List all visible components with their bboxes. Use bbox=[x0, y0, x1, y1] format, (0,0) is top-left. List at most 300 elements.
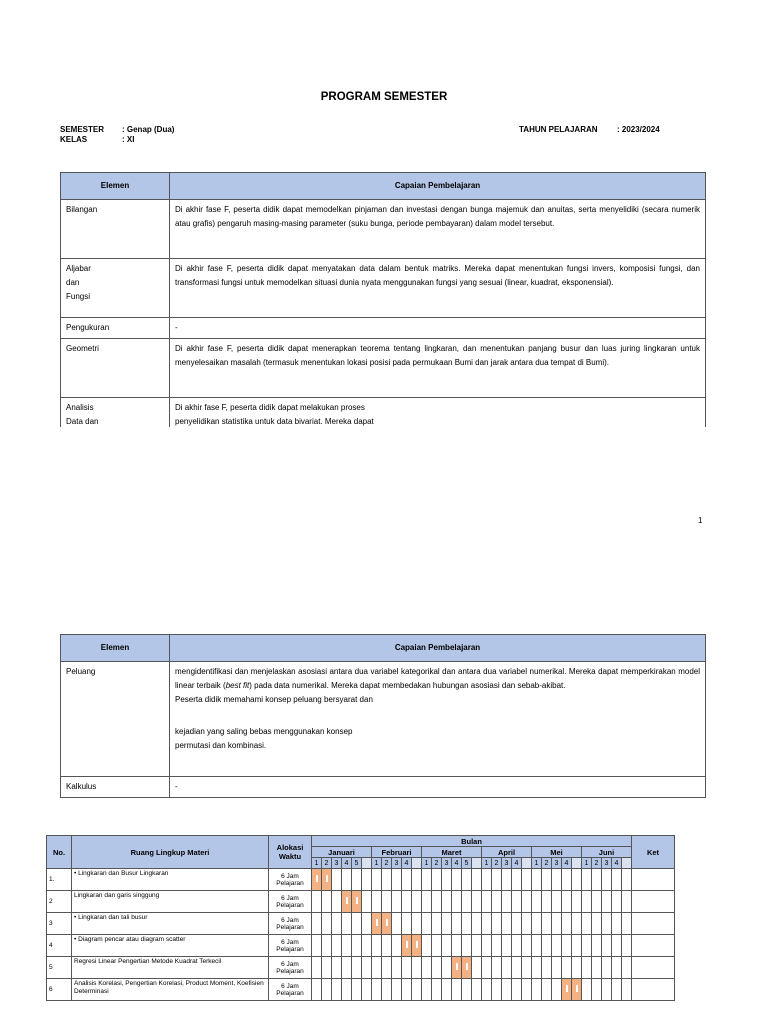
cp-cell: Di akhir fase F, peserta didik dapat menyatakan data dalam bentuk matriks. Mereka dapat menentukan fungsi invers, komposisi fungsi, dan transformasi fungsi untuk memodelkan situasi dunia nyata menggunakan fungsi yang sesuai (linear, kuadrat, eksponensial). bbox=[170, 259, 706, 318]
week-cell bbox=[332, 913, 342, 935]
row-materi: Regresi Linear Pengertian Metode Kuadrat Terkecil bbox=[72, 957, 269, 979]
row-alokasi: 6 Jam Pelajaran bbox=[269, 935, 312, 957]
row-no: 6 bbox=[47, 979, 72, 1001]
week-cell bbox=[472, 935, 482, 957]
week-cell bbox=[512, 869, 522, 891]
cp-table-1 bbox=[60, 172, 706, 427]
week-cell bbox=[372, 979, 382, 1001]
week-cell bbox=[522, 869, 532, 891]
week-cell bbox=[312, 913, 322, 935]
week-cell bbox=[342, 935, 352, 957]
cp-cell: - bbox=[170, 318, 706, 339]
week-cell bbox=[392, 869, 402, 891]
week-cell bbox=[522, 957, 532, 979]
kelas-label: KELAS bbox=[60, 135, 88, 144]
week-number: 4 bbox=[402, 858, 412, 869]
week-cell bbox=[542, 913, 552, 935]
row-no: 2 bbox=[47, 891, 72, 913]
week-cell bbox=[362, 935, 372, 957]
week-cell bbox=[412, 891, 422, 913]
week-cell bbox=[422, 935, 432, 957]
week-cell bbox=[482, 979, 492, 1001]
week-cell bbox=[322, 935, 332, 957]
row-no: 1. bbox=[47, 869, 72, 891]
week-cell bbox=[622, 979, 632, 1001]
week-cell bbox=[382, 913, 392, 935]
week-cell bbox=[382, 979, 392, 1001]
week-number: 1 bbox=[482, 858, 492, 869]
row-ket bbox=[632, 869, 675, 891]
week-cell bbox=[322, 913, 332, 935]
week-cell bbox=[532, 869, 542, 891]
week-cell bbox=[372, 913, 382, 935]
week-cell bbox=[332, 869, 342, 891]
week-cell bbox=[362, 869, 372, 891]
week-cell bbox=[312, 935, 322, 957]
week-cell bbox=[482, 869, 492, 891]
week-cell bbox=[432, 869, 442, 891]
week-cell bbox=[562, 913, 572, 935]
tahun-value: : 2023/2024 bbox=[617, 125, 660, 134]
col-elemen: Elemen bbox=[61, 635, 170, 662]
week-cell bbox=[492, 979, 502, 1001]
week-cell bbox=[582, 979, 592, 1001]
week-cell bbox=[532, 957, 542, 979]
week-cell bbox=[562, 891, 572, 913]
row-materi: • Lingkaran dan tali busur bbox=[72, 913, 269, 935]
semester-value: : Genap (Dua) bbox=[122, 125, 175, 134]
week-cell bbox=[522, 913, 532, 935]
row-materi: • Diagram pencar atau diagram scatter bbox=[72, 935, 269, 957]
table-row bbox=[47, 869, 675, 891]
week-cell bbox=[522, 935, 532, 957]
week-cell bbox=[412, 913, 422, 935]
week-cell bbox=[472, 979, 482, 1001]
week-cell bbox=[572, 957, 582, 979]
week-number: 3 bbox=[392, 858, 402, 869]
week-cell bbox=[592, 957, 602, 979]
cp-paragraph: permutasi dan kombinasi. bbox=[175, 741, 267, 750]
month-header: Februari bbox=[372, 847, 422, 858]
week-number: 1 bbox=[582, 858, 592, 869]
week-cell bbox=[502, 957, 512, 979]
week-number: 3 bbox=[332, 858, 342, 869]
cp-cell: Di akhir fase F, peserta didik dapat menerapkan teorema tentang lingkaran, dan menentukan panjang busur dan luas juring lingkaran untuk menyelesaikan masalah (termasuk menentukan lokasi posisi pada permukaan Bumi dan jarak antara dua tempat di Bumi). bbox=[170, 339, 706, 398]
week-number: 2 bbox=[432, 858, 442, 869]
week-cell bbox=[402, 913, 412, 935]
row-alokasi: 6 Jam Pelajaran bbox=[269, 891, 312, 913]
week-cell bbox=[352, 891, 362, 913]
week-cell bbox=[612, 891, 622, 913]
week-number: 4 bbox=[512, 858, 522, 869]
week-number: 3 bbox=[502, 858, 512, 869]
week-cell bbox=[382, 869, 392, 891]
row-alokasi: 6 Jam Pelajaran bbox=[269, 979, 312, 1001]
row-alokasi: 6 Jam Pelajaran bbox=[269, 869, 312, 891]
week-cell bbox=[462, 869, 472, 891]
elemen-cell: Peluang bbox=[61, 662, 170, 777]
week-cell bbox=[592, 913, 602, 935]
table-row bbox=[61, 259, 706, 318]
week-cell bbox=[402, 979, 412, 1001]
cp-cell: Di akhir fase F, peserta didik dapat memodelkan pinjaman dan investasi dengan bunga majemuk dan anuitas, serta menyelidiki (secara numerik atau grafis) pengaruh masing-masing parameter (suku bunga, periode pembayaran) dalam model tersebut. bbox=[170, 200, 706, 259]
week-cell bbox=[452, 957, 462, 979]
cp-table-2 bbox=[60, 634, 706, 798]
week-cell bbox=[422, 891, 432, 913]
week-cell bbox=[342, 957, 352, 979]
week-cell bbox=[452, 891, 462, 913]
week-cell bbox=[602, 957, 612, 979]
meta-right bbox=[519, 125, 660, 135]
row-ket bbox=[632, 957, 675, 979]
cp-table-header bbox=[61, 173, 706, 200]
week-cell bbox=[312, 869, 322, 891]
week-cell bbox=[602, 913, 612, 935]
week-number: 1 bbox=[532, 858, 542, 869]
week-cell bbox=[472, 891, 482, 913]
row-ket bbox=[632, 913, 675, 935]
week-cell bbox=[372, 935, 382, 957]
schedule-header-row bbox=[47, 836, 675, 847]
week-cell bbox=[432, 913, 442, 935]
week-cell bbox=[612, 869, 622, 891]
week-cell bbox=[382, 891, 392, 913]
week-cell bbox=[602, 869, 612, 891]
week-cell bbox=[442, 891, 452, 913]
week-cell bbox=[582, 869, 592, 891]
week-cell bbox=[592, 869, 602, 891]
page-title: PROGRAM SEMESTER bbox=[320, 91, 448, 103]
week-cell bbox=[592, 935, 602, 957]
week-cell bbox=[552, 913, 562, 935]
week-number: 3 bbox=[442, 858, 452, 869]
week-cell bbox=[382, 957, 392, 979]
week-cell bbox=[552, 891, 562, 913]
week-cell bbox=[332, 957, 342, 979]
week-cell bbox=[582, 935, 592, 957]
week-gap bbox=[622, 858, 632, 869]
week-cell bbox=[322, 891, 332, 913]
week-cell bbox=[562, 869, 572, 891]
week-cell bbox=[612, 913, 622, 935]
month-header: Juni bbox=[582, 847, 632, 858]
week-number: 2 bbox=[542, 858, 552, 869]
week-cell bbox=[442, 979, 452, 1001]
row-no: 4 bbox=[47, 935, 72, 957]
week-cell bbox=[392, 935, 402, 957]
month-header: Mei bbox=[532, 847, 582, 858]
week-cell bbox=[322, 869, 332, 891]
week-cell bbox=[542, 935, 552, 957]
week-cell bbox=[492, 913, 502, 935]
table-row bbox=[61, 318, 706, 339]
week-cell bbox=[482, 891, 492, 913]
week-cell bbox=[512, 957, 522, 979]
week-cell bbox=[552, 869, 562, 891]
cp-paragraph bbox=[175, 665, 700, 693]
week-number: 2 bbox=[492, 858, 502, 869]
col-capaian: Capaian Pembelajaran bbox=[170, 173, 706, 200]
week-cell bbox=[432, 891, 442, 913]
week-cell bbox=[542, 979, 552, 1001]
cp-text: ) pada data numerikal. Mereka dapat membedakan hubungan asosiasi dan sebab-akibat. bbox=[249, 681, 566, 690]
week-cell bbox=[362, 913, 372, 935]
week-cell bbox=[562, 935, 572, 957]
week-cell bbox=[512, 979, 522, 1001]
row-materi: Analisis Korelasi, Pengertian Korelasi, Product Moment, Koefisien Determinasi bbox=[72, 979, 269, 1001]
week-cell bbox=[612, 979, 622, 1001]
week-cell bbox=[412, 979, 422, 1001]
week-cell bbox=[472, 913, 482, 935]
cp-cell bbox=[170, 662, 706, 777]
week-cell bbox=[412, 935, 422, 957]
week-cell bbox=[612, 957, 622, 979]
week-cell bbox=[462, 913, 472, 935]
cp-cell: - bbox=[170, 777, 706, 798]
week-cell bbox=[532, 979, 542, 1001]
week-cell bbox=[462, 957, 472, 979]
week-cell bbox=[462, 979, 472, 1001]
week-cell bbox=[562, 979, 572, 1001]
week-cell bbox=[462, 935, 472, 957]
week-cell bbox=[442, 869, 452, 891]
week-cell bbox=[622, 957, 632, 979]
cp-paragraph: Peserta didik memahami konsep peluang bersyarat dan bbox=[175, 695, 373, 704]
row-ket bbox=[632, 979, 675, 1001]
week-cell bbox=[512, 913, 522, 935]
week-gap bbox=[472, 858, 482, 869]
table-row bbox=[61, 200, 706, 259]
week-cell bbox=[422, 957, 432, 979]
row-alokasi: 6 Jam Pelajaran bbox=[269, 913, 312, 935]
week-number: 1 bbox=[422, 858, 432, 869]
week-number: 5 bbox=[462, 858, 472, 869]
table-row bbox=[47, 979, 675, 1001]
week-cell bbox=[392, 979, 402, 1001]
week-cell bbox=[462, 891, 472, 913]
week-cell bbox=[612, 935, 622, 957]
week-cell bbox=[602, 935, 612, 957]
week-cell bbox=[582, 891, 592, 913]
week-cell bbox=[442, 957, 452, 979]
page-number: 1 bbox=[698, 516, 703, 525]
elemen-cell: Analisis Data dan bbox=[61, 398, 170, 428]
week-cell bbox=[422, 979, 432, 1001]
elemen-cell: Geometri bbox=[61, 339, 170, 398]
week-cell bbox=[392, 891, 402, 913]
week-number: 1 bbox=[312, 858, 322, 869]
week-cell bbox=[502, 913, 512, 935]
col-ket: Ket bbox=[632, 836, 675, 869]
week-cell bbox=[352, 935, 362, 957]
tahun-label: TAHUN PELAJARAN bbox=[519, 125, 598, 134]
table-row bbox=[47, 891, 675, 913]
week-cell bbox=[332, 935, 342, 957]
col-elemen: Elemen bbox=[61, 173, 170, 200]
week-cell bbox=[512, 935, 522, 957]
week-cell bbox=[622, 913, 632, 935]
elemen-cell: Pengukuran bbox=[61, 318, 170, 339]
week-cell bbox=[332, 891, 342, 913]
table-row bbox=[47, 957, 675, 979]
week-cell bbox=[552, 935, 562, 957]
week-cell bbox=[482, 913, 492, 935]
week-cell bbox=[572, 979, 582, 1001]
week-cell bbox=[432, 957, 442, 979]
month-header: Maret bbox=[422, 847, 482, 858]
week-cell bbox=[482, 957, 492, 979]
week-cell bbox=[442, 935, 452, 957]
week-cell bbox=[502, 935, 512, 957]
col-no: No. bbox=[47, 836, 72, 869]
week-cell bbox=[482, 935, 492, 957]
week-cell bbox=[502, 869, 512, 891]
table-row bbox=[61, 777, 706, 798]
cp-paragraph: kejadian yang saling bebas menggunakan konsep bbox=[175, 727, 353, 736]
meta-left bbox=[60, 125, 174, 145]
table-row bbox=[47, 935, 675, 957]
kelas-value: : XI bbox=[122, 135, 135, 144]
week-cell bbox=[532, 913, 542, 935]
week-cell bbox=[342, 869, 352, 891]
week-cell bbox=[592, 891, 602, 913]
week-cell bbox=[542, 869, 552, 891]
week-cell bbox=[422, 913, 432, 935]
week-cell bbox=[562, 957, 572, 979]
week-cell bbox=[362, 979, 372, 1001]
week-cell bbox=[452, 869, 462, 891]
week-number: 4 bbox=[562, 858, 572, 869]
week-number: 3 bbox=[602, 858, 612, 869]
elemen-cell: Bilangan bbox=[61, 200, 170, 259]
row-ket bbox=[632, 935, 675, 957]
week-cell bbox=[522, 979, 532, 1001]
week-cell bbox=[322, 957, 332, 979]
cp-table-header bbox=[61, 635, 706, 662]
week-cell bbox=[442, 913, 452, 935]
week-cell bbox=[452, 913, 462, 935]
week-cell bbox=[342, 979, 352, 1001]
schedule-table bbox=[46, 835, 675, 1001]
col-capaian: Capaian Pembelajaran bbox=[170, 635, 706, 662]
week-number: 5 bbox=[352, 858, 362, 869]
week-cell bbox=[432, 979, 442, 1001]
week-cell bbox=[312, 979, 322, 1001]
week-cell bbox=[492, 957, 502, 979]
week-cell bbox=[602, 891, 612, 913]
week-cell bbox=[402, 957, 412, 979]
week-cell bbox=[412, 869, 422, 891]
cp-cell: Di akhir fase F, peserta didik dapat melakukan proses penyelidikan statistika untuk data bivariat. Mereka dapat bbox=[170, 398, 706, 428]
week-cell bbox=[492, 935, 502, 957]
week-cell bbox=[372, 957, 382, 979]
week-cell bbox=[342, 913, 352, 935]
week-cell bbox=[392, 913, 402, 935]
week-cell bbox=[352, 913, 362, 935]
row-materi: Lingkaran dan garis singgung bbox=[72, 891, 269, 913]
week-cell bbox=[372, 869, 382, 891]
table-row bbox=[47, 913, 675, 935]
week-cell bbox=[352, 957, 362, 979]
week-cell bbox=[472, 957, 482, 979]
row-no: 5 bbox=[47, 957, 72, 979]
week-cell bbox=[522, 891, 532, 913]
week-cell bbox=[402, 869, 412, 891]
week-cell bbox=[452, 979, 462, 1001]
table-row bbox=[61, 398, 706, 428]
week-cell bbox=[582, 957, 592, 979]
week-cell bbox=[582, 913, 592, 935]
week-cell bbox=[512, 891, 522, 913]
week-cell bbox=[422, 869, 432, 891]
week-cell bbox=[572, 869, 582, 891]
week-cell bbox=[382, 935, 392, 957]
week-cell bbox=[622, 935, 632, 957]
week-cell bbox=[402, 891, 412, 913]
row-ket bbox=[632, 891, 675, 913]
week-cell bbox=[532, 935, 542, 957]
week-cell bbox=[372, 891, 382, 913]
week-cell bbox=[452, 935, 462, 957]
col-alokasi: Alokasi Waktu bbox=[269, 836, 312, 869]
cp-italic: best fit bbox=[225, 681, 250, 690]
week-cell bbox=[332, 979, 342, 1001]
week-cell bbox=[352, 979, 362, 1001]
week-cell bbox=[592, 979, 602, 1001]
week-cell bbox=[432, 935, 442, 957]
week-cell bbox=[552, 957, 562, 979]
elemen-cell: Aljabar dan Fungsi bbox=[61, 259, 170, 318]
row-materi: • Lingkaran dan Busur Lingkaran bbox=[72, 869, 269, 891]
col-materi: Ruang Lingkup Materi bbox=[72, 836, 269, 869]
week-number: 4 bbox=[452, 858, 462, 869]
week-cell bbox=[312, 957, 322, 979]
week-cell bbox=[412, 957, 422, 979]
cp-table-1-wrapper bbox=[60, 172, 707, 427]
semester-label: SEMESTER bbox=[60, 125, 105, 134]
week-number: 4 bbox=[612, 858, 622, 869]
week-cell bbox=[622, 891, 632, 913]
week-number: 3 bbox=[552, 858, 562, 869]
week-cell bbox=[342, 891, 352, 913]
week-gap bbox=[522, 858, 532, 869]
week-cell bbox=[322, 979, 332, 1001]
week-cell bbox=[402, 935, 412, 957]
week-cell bbox=[572, 891, 582, 913]
col-bulan: Bulan bbox=[312, 836, 632, 847]
week-number: 2 bbox=[382, 858, 392, 869]
week-gap bbox=[572, 858, 582, 869]
week-number: 2 bbox=[592, 858, 602, 869]
week-cell bbox=[602, 979, 612, 1001]
table-row bbox=[61, 339, 706, 398]
week-cell bbox=[312, 891, 322, 913]
week-gap bbox=[412, 858, 422, 869]
month-header: April bbox=[482, 847, 532, 858]
week-cell bbox=[622, 869, 632, 891]
week-cell bbox=[492, 869, 502, 891]
week-cell bbox=[392, 957, 402, 979]
week-number: 2 bbox=[322, 858, 332, 869]
row-no: 3 bbox=[47, 913, 72, 935]
elemen-cell: Kalkulus bbox=[61, 777, 170, 798]
week-cell bbox=[502, 891, 512, 913]
week-number: 1 bbox=[372, 858, 382, 869]
week-cell bbox=[552, 979, 562, 1001]
week-cell bbox=[472, 869, 482, 891]
week-cell bbox=[362, 891, 372, 913]
row-alokasi: 6 Jam Pelajaran bbox=[269, 957, 312, 979]
